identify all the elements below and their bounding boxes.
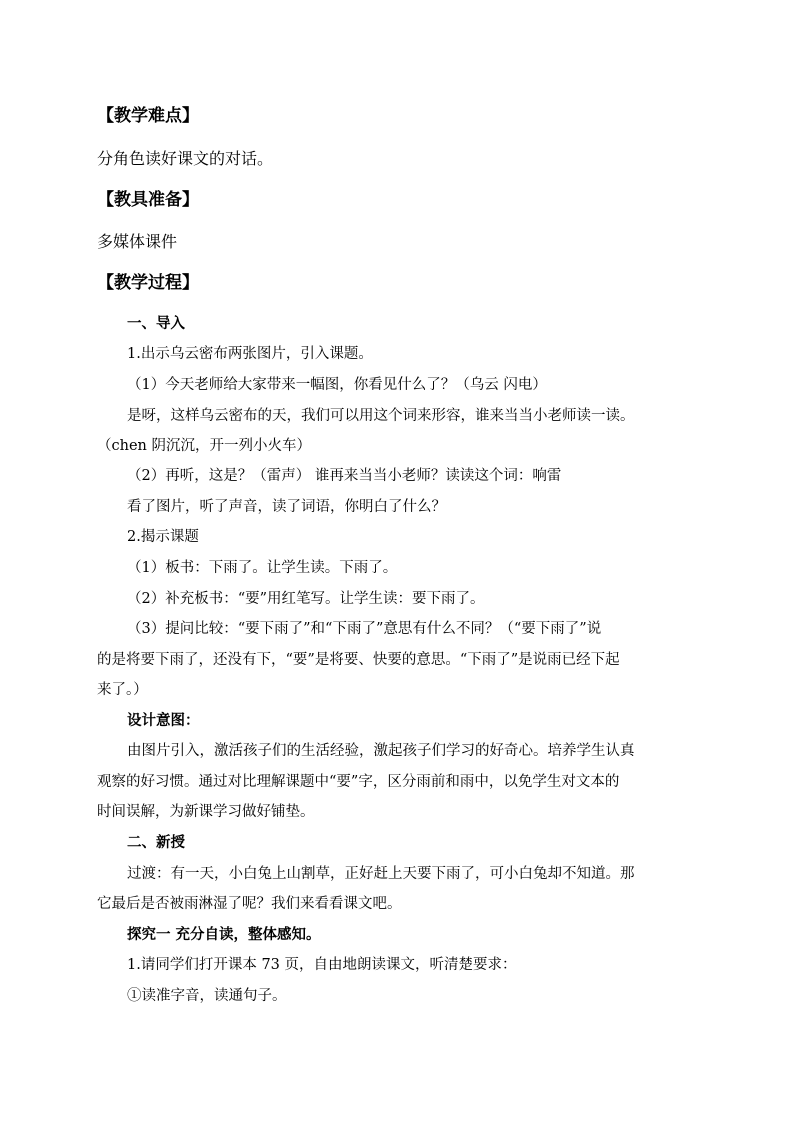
explore-1-title: 探究一 充分自读，整体感知。 xyxy=(127,926,321,943)
intro-item-1: 1.出示乌云密布两张图片，引入课题。 xyxy=(127,346,373,362)
intro-followup: 看了图片，听了声音，读了词语，你明白了什么？ xyxy=(127,499,446,515)
intro-item-2-3: 的是将要下雨了，还没有下，“要”是将要、快要的意思。“下雨了”是说雨已经下起 xyxy=(97,652,620,668)
heading-teaching-tools: 【教具准备】 xyxy=(97,190,199,210)
transition-line: 过渡：有一天，小白兔上山割草，正好赶上天要下雨了，可小白兔却不知道。那 xyxy=(127,866,635,882)
explore-1-requirement-1: ①读准字音，读通句子。 xyxy=(127,988,287,1004)
transition-line: 它最后是否被雨淋湿了呢？我们来看看课文吧。 xyxy=(97,896,402,912)
intro-item-2-1: （1）板书：下雨了。让学生读。下雨了。 xyxy=(127,560,398,576)
intro-item-2-3: 来了。） xyxy=(97,682,148,698)
heading-teaching-difficulty: 【教学难点】 xyxy=(97,106,199,126)
intro-paragraph-line: （chen 阴沉沉，开一列小火车） xyxy=(97,438,311,454)
intro-paragraph-line: 是呀，这样乌云密布的天，我们可以用这个词来形容，谁来当当小老师读一读。 xyxy=(127,408,635,424)
design-intent-line: 由图片引入，激活孩子们的生活经验，激起孩子们学习的好奇心。培养学生认真 xyxy=(127,743,635,759)
explore-1-item-1: 1.请同学们打开课本 73 页，自由地朗读课文，听清楚要求： xyxy=(127,957,517,973)
intro-item-2-2: （2）补充板书：“要”用红笔写。让学生读：要下雨了。 xyxy=(127,591,485,607)
intro-item-2-3: （3）提问比较：“要下雨了”和“下雨了”意思有什么不同？（“要下雨了”说 xyxy=(127,621,602,637)
design-intent-line: 时间误解，为新课学习做好铺垫。 xyxy=(97,804,315,820)
intro-question-1: （1）今天老师给大家带来一幅图，你看见什么了？（乌云 闪电） xyxy=(127,377,547,393)
heading-teaching-process: 【教学过程】 xyxy=(97,273,199,293)
tools-text: 多媒体课件 xyxy=(97,232,178,251)
difficulty-text: 分角色读好课文的对话。 xyxy=(97,149,274,168)
section-new-lesson-title: 二、新授 xyxy=(127,834,185,851)
design-intent-line: 观察的好习惯。通过对比理解课题中“要”字，区分雨前和雨中，以免学生对文本的 xyxy=(97,774,620,790)
section-intro-title: 一、导入 xyxy=(127,315,185,332)
intro-question-2: （2）再听，这是？（雷声） 谁再来当当小老师？读读这个词：响雷 xyxy=(127,468,562,484)
intro-item-2: 2.揭示课题 xyxy=(127,529,199,545)
design-intent-title: 设计意图： xyxy=(127,712,200,729)
